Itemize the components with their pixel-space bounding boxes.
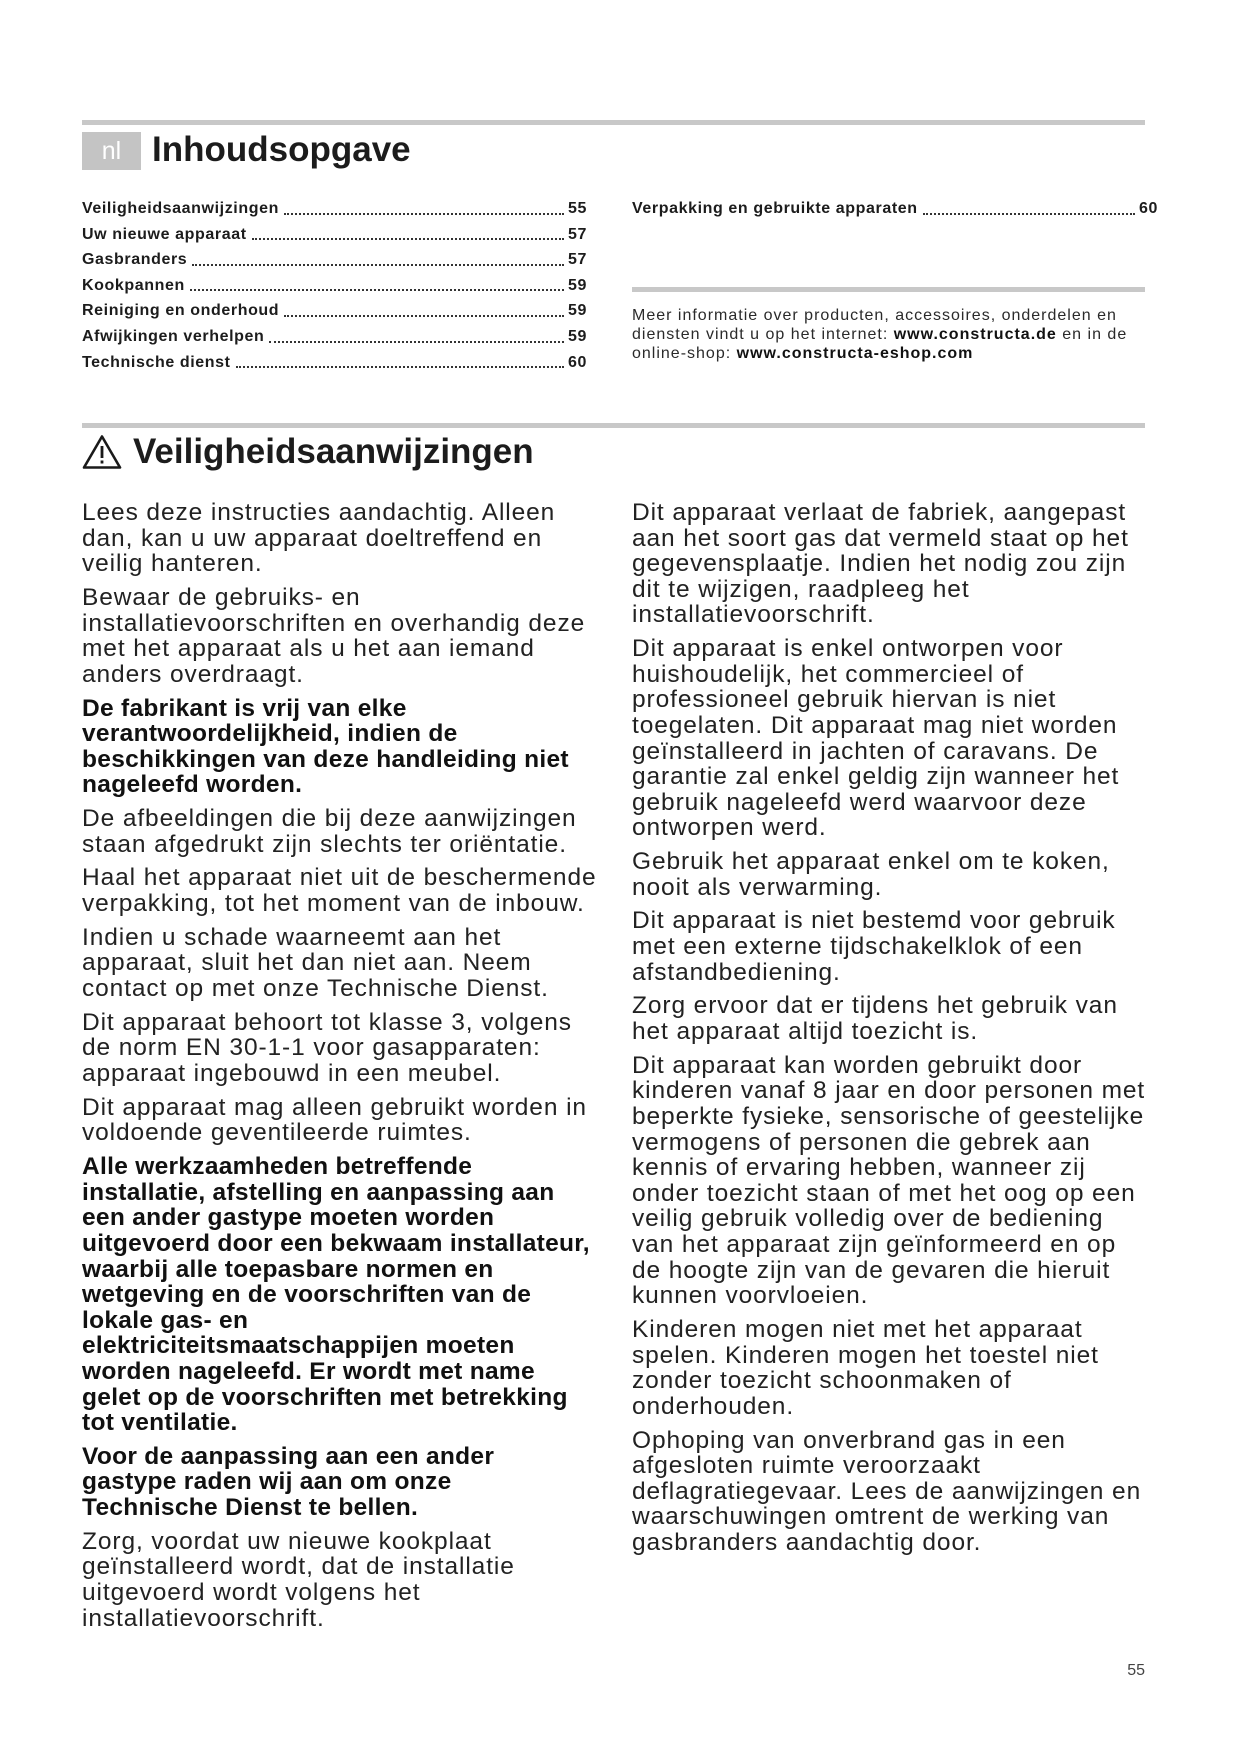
eshop-url: www.constructa-eshop.com bbox=[736, 345, 974, 363]
paragraph: Zorg ervoor dat er tijdens het gebruik van het apparaat altijd toezicht is. bbox=[632, 992, 1118, 1046]
toc-leader bbox=[284, 213, 564, 215]
paragraph: De afbeeldingen die bij deze aanwijzingen staan afgedrukt zijn slechts ter oriëntatie. bbox=[82, 805, 577, 858]
emphasized-paragraph: Voor de aanpassing aan een ander gastype raden wij aan om onze Technische Dienst te bellen. bbox=[82, 1442, 495, 1522]
toc-entry bbox=[632, 196, 1158, 222]
toc-list-left bbox=[82, 196, 587, 375]
toc-entry-page: 59 bbox=[568, 302, 587, 320]
toc-entry-label: Uw nieuwe apparaat bbox=[82, 225, 247, 243]
paragraph: Gebruik het apparaat enkel om te koken, nooit als verwarming. bbox=[632, 848, 1110, 901]
toc-entry bbox=[82, 247, 587, 273]
toc-leader bbox=[923, 213, 1135, 215]
toc-leader bbox=[190, 289, 564, 291]
toc-entry-page: 59 bbox=[568, 276, 587, 294]
paragraph: Lees deze instructies aandachtig. Alleen dan, kan u uw apparaat doeltreffend en veilig hanteren. bbox=[82, 499, 556, 578]
toc-entry bbox=[82, 324, 587, 350]
paragraph: Dit apparaat is enkel ontworpen voor huishoudelijk, het commercieel of professioneel gebruik hiervan is niet toegelaten. Dit apparaat mag niet worden geïnstalleerd in jachten of caravans. De garantie zal enkel geldig zijn wanneer het gebruik nageleefd werd waarvoor deze ontworpen werd. bbox=[632, 635, 1120, 842]
text-column-right bbox=[632, 500, 1152, 1564]
text-column-left bbox=[82, 500, 597, 1639]
toc-entry-label: Veiligheidsaanwijzingen bbox=[82, 200, 279, 217]
toc-entry-page: 57 bbox=[568, 251, 587, 269]
paragraph: Haal het apparaat niet uit de beschermende verpakking, tot het moment van de inbouw. bbox=[82, 864, 597, 918]
paragraph: Dit apparaat mag alleen gebruikt worden in voldoende geventileerde ruimtes. bbox=[82, 1093, 587, 1147]
toc-title: Inhoudsopgave bbox=[152, 130, 411, 169]
section-divider bbox=[82, 423, 1145, 428]
toc-entry bbox=[82, 222, 587, 248]
toc-entry-label: Afwijkingen verhelpen bbox=[82, 327, 265, 345]
toc-leader bbox=[192, 264, 564, 266]
toc-leader bbox=[269, 341, 564, 343]
info-divider bbox=[632, 287, 1145, 292]
paragraph: Zorg, voordat uw nieuwe kookplaat geïnstalleerd wordt, dat de installatie uitgevoerd wordt volgens het installatievoorschrift. bbox=[82, 1527, 515, 1632]
toc-entry bbox=[82, 350, 587, 376]
section-title: Veiligheidsaanwijzingen bbox=[133, 432, 534, 471]
toc-entry-page: 60 bbox=[1139, 200, 1158, 217]
info-text: Meer informatie over producten, accessoires, onderdelen en diensten vindt u op het internet: bbox=[632, 307, 1117, 344]
toc-entry-label: Reiniging en onderhoud bbox=[82, 302, 280, 320]
toc-entry-label: Technische dienst bbox=[82, 353, 231, 371]
toc-leader bbox=[252, 238, 564, 240]
website-url: www.constructa.de bbox=[893, 326, 1057, 344]
toc-entry bbox=[82, 196, 587, 222]
toc-entry-label: Gasbranders bbox=[82, 251, 188, 269]
more-info-note bbox=[632, 306, 1145, 364]
emphasized-paragraph: De fabrikant is vrij van elke verantwoordelijkheid, indien de beschikkingen van deze handleiding niet nageleefd worden. bbox=[82, 694, 569, 799]
warning-triangle-icon bbox=[82, 434, 122, 470]
paragraph: Indien u schade waarneemt aan het apparaat, sluit het dan niet aan. Neem contact op met onze Technische Dienst. bbox=[82, 923, 549, 1003]
paragraph: Ophoping van onverbrand gas in een afgesloten ruimte veroorzaakt deflagratiegevaar. Lees de aanwijzingen en waarschuwingen omtrent de werking van gasbranders aandachtig door. bbox=[632, 1426, 1142, 1556]
toc-entry-label: Kookpannen bbox=[82, 276, 185, 294]
toc-entry-page: 60 bbox=[568, 353, 587, 371]
page-number: 55 bbox=[1127, 1662, 1145, 1679]
toc-entry-label: Verpakking en gebruikte apparaten bbox=[632, 200, 918, 217]
top-divider bbox=[82, 120, 1145, 125]
paragraph: Dit apparaat is niet bestemd voor gebruik met een externe tijdschakelklok of een afstandbediening. bbox=[632, 907, 1116, 986]
paragraph: Dit apparaat verlaat de fabriek, aangepast aan het soort gas dat vermeld staat op het gegevensplaatje. Indien het nodig zou zijn dit te wijzigen, raadpleeg het installatievoorschrift. bbox=[632, 499, 1129, 629]
toc-entry-page: 59 bbox=[568, 327, 587, 345]
emphasized-paragraph: Alle werkzaamheden betreffende installatie, afstelling en aanpassing aan een ander gastype moeten worden uitgevoerd door een bekwaam installateur, waarbij alle toepasbare normen en wetgeving en de voorschriften van de lokale gas- en elektriciteitsmaatschappijen moeten worden nageleefd. Er wordt met name gelet op de voorschriften met betrekking tot ventilatie. bbox=[82, 1153, 590, 1437]
toc-entry-page: 57 bbox=[568, 225, 587, 243]
toc-leader bbox=[236, 366, 564, 368]
toc-leader bbox=[284, 315, 564, 317]
paragraph: Dit apparaat kan worden gebruikt door kinderen vanaf 8 jaar en door personen met beperkte fysieke, sensorische of geestelijke vermogens of personen die gebrek aan kennis of ervaring hebben, wanneer zij onder toezicht staan of met het oog op een veilig gebruik volledig over de bediening van het apparaat zijn geïnformeerd en op de hoogte zijn van de gevaren die hieruit kunnen voorvloeien. bbox=[632, 1051, 1146, 1310]
info-text: en in de online-shop: bbox=[632, 326, 1128, 363]
paragraph: Dit apparaat behoort tot klasse 3, volgens de norm EN 30-1-1 voor gasapparaten: apparaat ingebouwd in een meubel. bbox=[82, 1008, 572, 1087]
toc-entry bbox=[82, 298, 587, 324]
language-badge: nl bbox=[82, 132, 141, 170]
paragraph: Kinderen mogen niet met het apparaat spelen. Kinderen mogen het toestel niet zonder toezicht schoonmaken of onderhouden. bbox=[632, 1315, 1099, 1420]
toc-list-right bbox=[632, 196, 1158, 222]
toc-entry bbox=[82, 273, 587, 299]
toc-entry-page: 55 bbox=[568, 200, 587, 217]
paragraph: Bewaar de gebruiks- en installatievoorschriften en overhandig deze met het apparaat als u het aan iemand anders overdraagt. bbox=[82, 583, 586, 688]
